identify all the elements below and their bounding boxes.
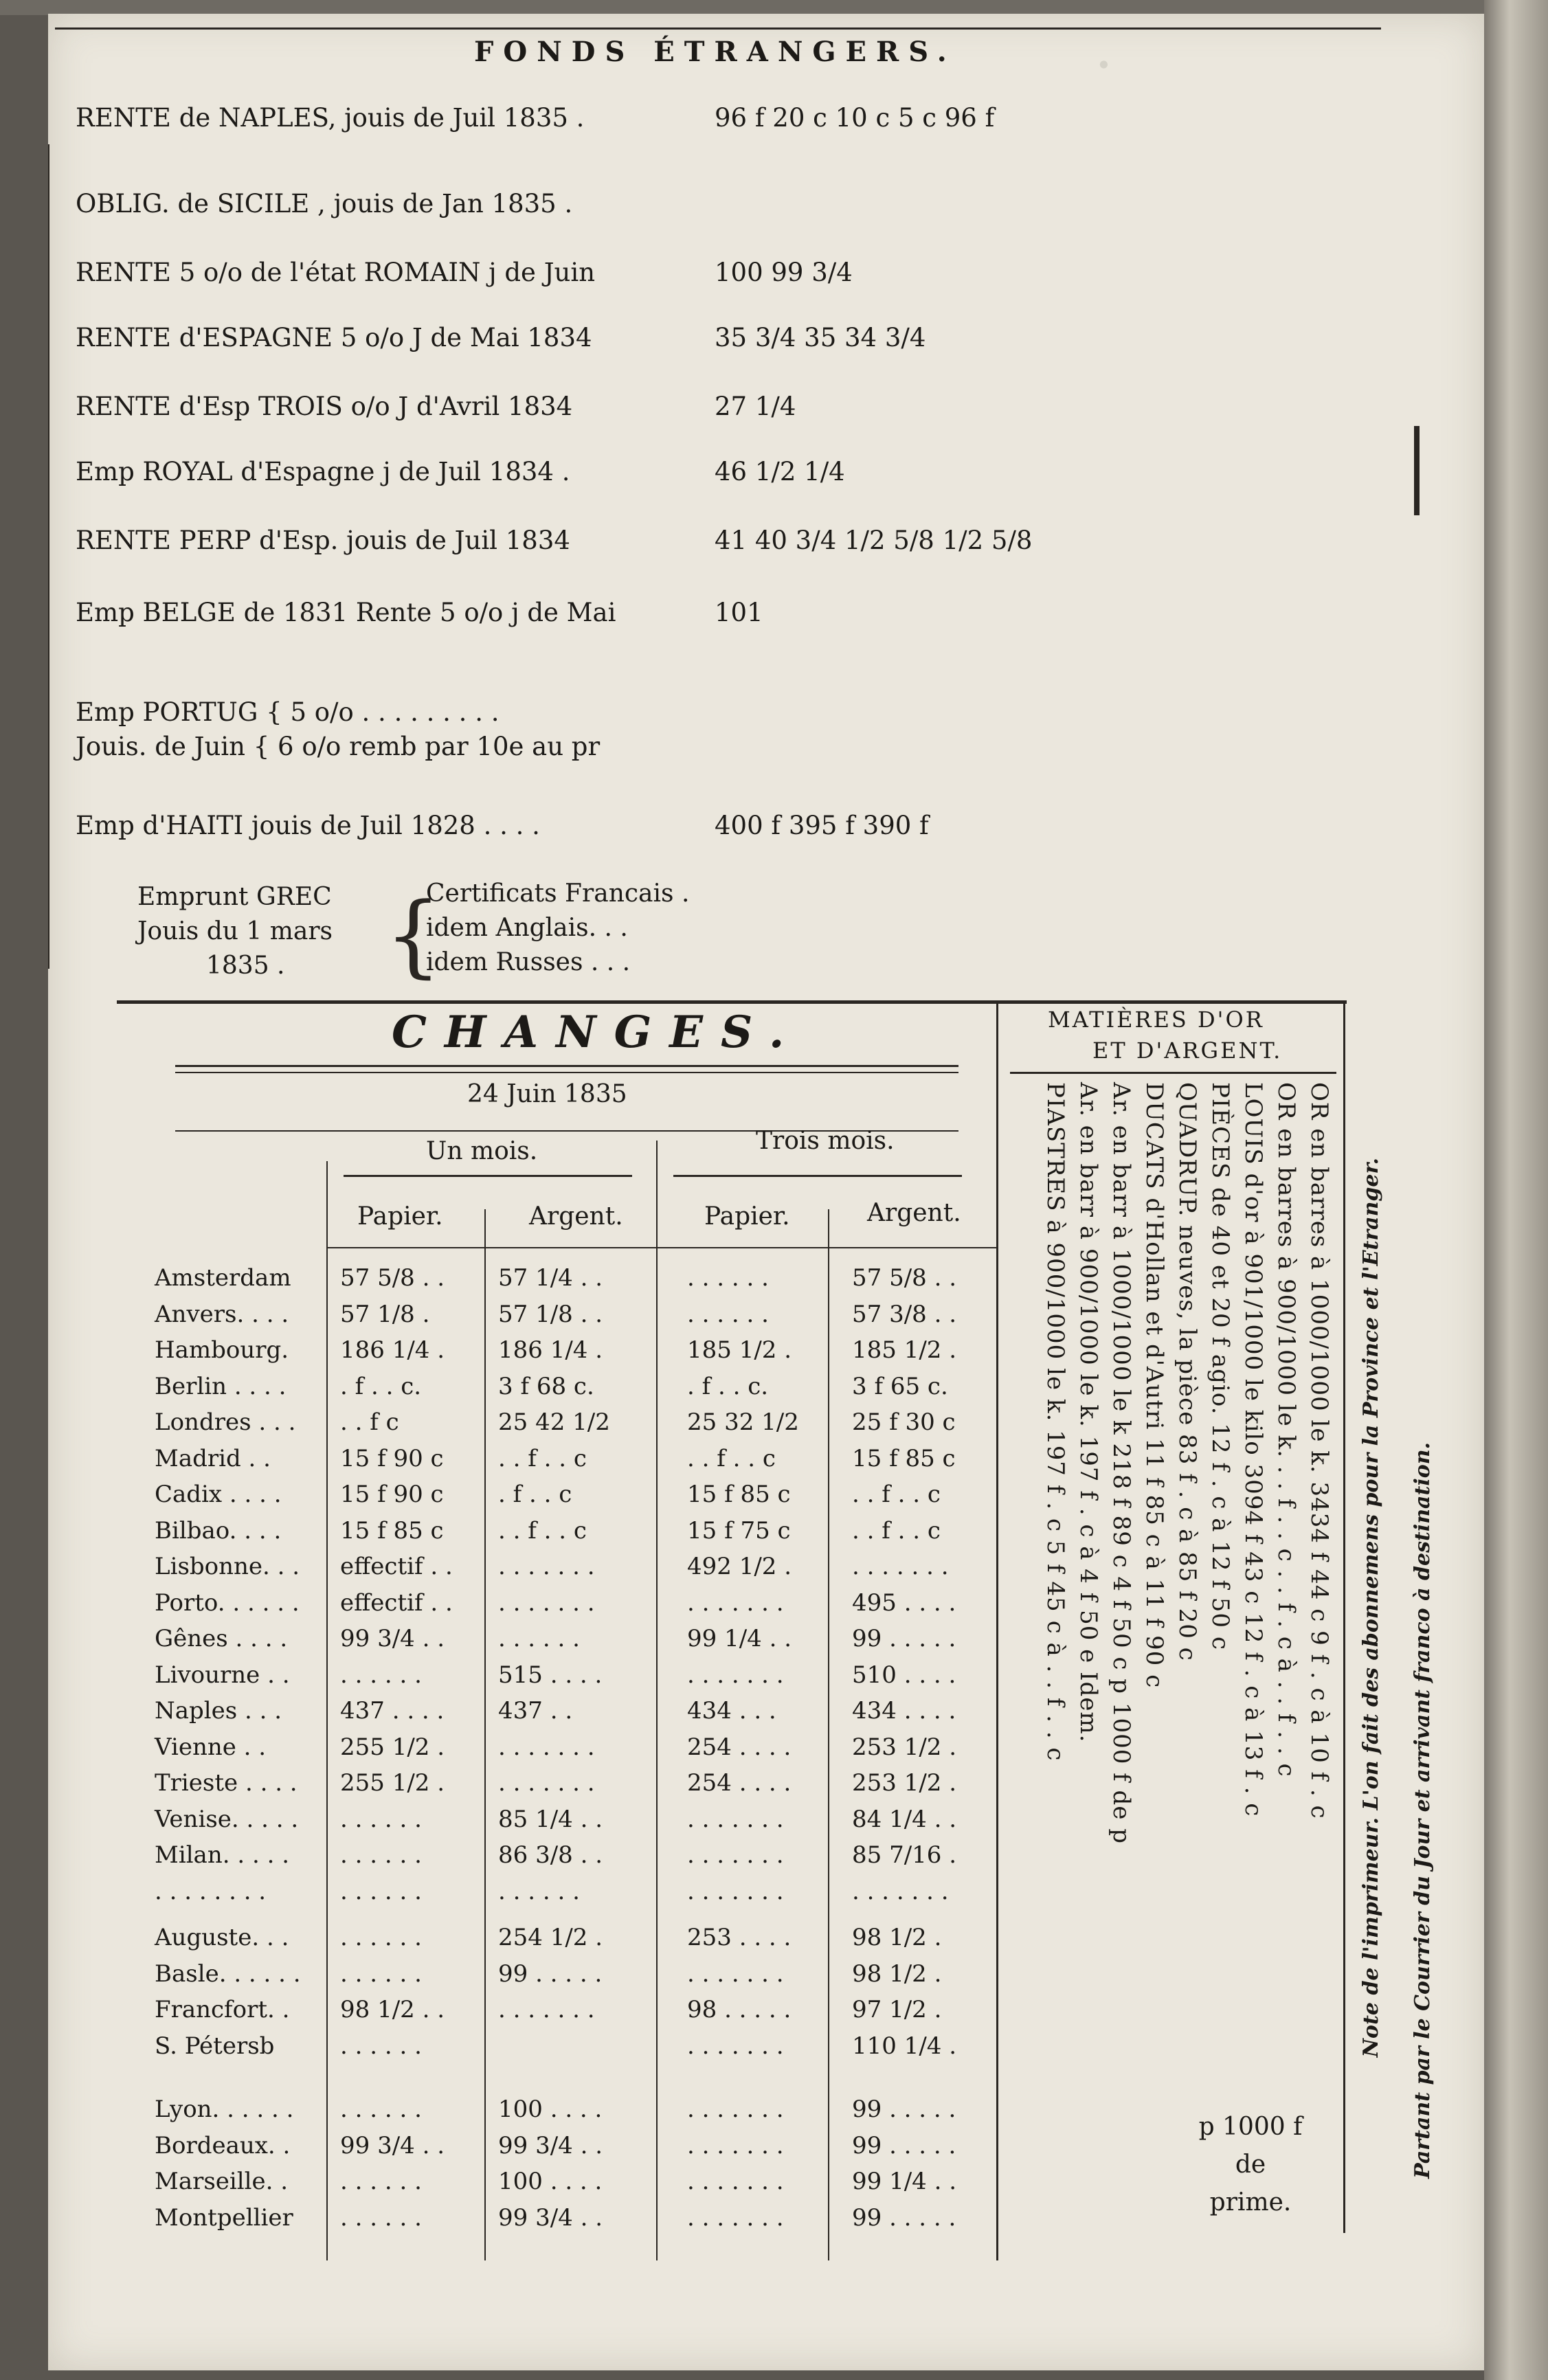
city-name: Londres . . . bbox=[155, 1408, 296, 1436]
rate-cell: . . . . . . bbox=[340, 1924, 422, 1951]
city-name: Hambourg. bbox=[155, 1336, 289, 1364]
rate-cell: . . . . . . . bbox=[687, 2203, 784, 2232]
city-name: Francfort. . bbox=[155, 1996, 290, 2023]
rate-cell: 15 f 90 c bbox=[340, 1444, 444, 1472]
changes-title: CHANGES. bbox=[392, 1007, 803, 1058]
rate-cell: . . . . . . bbox=[340, 2203, 422, 2232]
fonds-row-label: Emp ROYAL d'Espagne j de Juil 1834 . bbox=[76, 457, 570, 486]
rate-cell: 99 3/4 . . bbox=[340, 2131, 445, 2159]
rate-cell: . . f . . c bbox=[498, 1516, 587, 1545]
fonds-row-values: 41 40 3/4 1/2 5/8 1/2 5/8 bbox=[715, 526, 1033, 555]
city-name: . . . . . . . . bbox=[155, 1877, 267, 1905]
rate-cell: 434 . . . bbox=[687, 1697, 776, 1725]
rate-cell: . . f . . c bbox=[498, 1444, 587, 1472]
rate-cell: 185 1/2 . bbox=[687, 1336, 792, 1364]
city-name: Marseille. . bbox=[155, 2168, 289, 2195]
rate-cell: . . . . . . bbox=[340, 1661, 422, 1689]
rate-cell: . . . . . . bbox=[340, 2096, 422, 2123]
header-argent-1: Argent. bbox=[529, 1202, 623, 1231]
matieres-line-text: OR en barres à 1000/1000 le k. 3434 f 44 c 9 f . c à 10 f . c bbox=[1305, 1082, 1333, 1819]
rate-cell: 253 1/2 . bbox=[852, 1733, 957, 1761]
city-name: Bilbao. . . . bbox=[155, 1516, 282, 1545]
city-name: Livourne . . bbox=[155, 1661, 290, 1689]
rate-cell: 57 1/8 . . bbox=[498, 1300, 603, 1328]
rate-cell: 99 3/4 . . bbox=[340, 1625, 445, 1652]
rate-cell: 97 1/2 . bbox=[852, 1996, 942, 2023]
city-name: Berlin . . . . bbox=[155, 1372, 287, 1400]
fonds-row-label: RENTE de NAPLES, jouis de Juil 1835 . bbox=[76, 103, 585, 133]
rate-cell: 57 5/8 . . bbox=[340, 1264, 445, 1292]
fonds-title: FONDS ÉTRANGERS. bbox=[474, 36, 956, 68]
rate-cell: 25 32 1/2 bbox=[687, 1408, 799, 1436]
rate-cell: . . . . . . . bbox=[687, 1588, 784, 1617]
rate-cell: effectif . . bbox=[340, 1553, 453, 1580]
rate-cell: . . . . . . . bbox=[852, 1877, 949, 1905]
fonds-row bbox=[76, 526, 570, 555]
prime-line-2: de bbox=[1235, 2151, 1266, 2179]
top-rule bbox=[55, 27, 1381, 30]
city-name: Vienne . . bbox=[155, 1733, 267, 1761]
matieres-line-text: QUADRUP. neuves, la pièce 83 f . c à 85 f 20 c bbox=[1174, 1082, 1201, 1661]
fonds-row-values: 35 3/4 35 34 3/4 bbox=[715, 323, 926, 352]
scan-top-edge bbox=[0, 0, 1548, 15]
rate-cell: . . . . . . . bbox=[687, 1661, 784, 1689]
matieres-line bbox=[1035, 1082, 1076, 2106]
rate-cell: . . . . . . . bbox=[498, 1588, 595, 1617]
rate-cell: . . . . . . . bbox=[852, 1553, 949, 1580]
rate-cell: 254 . . . . bbox=[687, 1733, 792, 1761]
rate-cell: 255 1/2 . bbox=[340, 1733, 445, 1761]
rate-cell: . . . . . . . bbox=[498, 1996, 595, 2023]
fonds-row-values: 400 f 395 f 390 f bbox=[715, 811, 929, 840]
trois-mois-rule bbox=[673, 1175, 962, 1177]
fonds-row-values: 46 1/2 1/4 bbox=[715, 457, 845, 486]
rate-cell: 437 . . . . bbox=[340, 1697, 445, 1725]
city-name: Milan. . . . . bbox=[155, 1841, 289, 1869]
rate-cell: 57 3/8 . . bbox=[852, 1300, 957, 1328]
rate-cell: . . . . . . bbox=[340, 2032, 422, 2060]
rate-cell: . . . . . . bbox=[498, 1877, 580, 1905]
city-name: Bordeaux. . bbox=[155, 2131, 291, 2159]
matieres-title-2: ET D'ARGENT. bbox=[1092, 1037, 1283, 1064]
changes-date: 24 Juin 1835 bbox=[467, 1080, 627, 1108]
note-line-1: Note de l'imprimeur. L'on fait des abonnemens pour la Province et l'Etranger. bbox=[1358, 1158, 1383, 2058]
rate-cell: . . . . . . . bbox=[498, 1553, 595, 1580]
col-rule-1 bbox=[326, 1161, 328, 2260]
city-name: Auguste. . . bbox=[155, 1924, 289, 1951]
rate-cell: 57 5/8 . . bbox=[852, 1264, 957, 1292]
fonds-row bbox=[76, 103, 584, 133]
fonds-row bbox=[76, 697, 499, 727]
city-name: Porto. . . . . . bbox=[155, 1588, 300, 1617]
rate-cell: 15 f 85 c bbox=[852, 1444, 956, 1472]
fonds-left-rule bbox=[48, 144, 49, 969]
rate-cell: 15 f 90 c bbox=[340, 1481, 444, 1508]
rate-cell: . . . . . . bbox=[687, 1300, 769, 1328]
rate-cell: 15 f 85 c bbox=[687, 1481, 791, 1508]
rate-cell: . . . . . . . bbox=[687, 2168, 784, 2195]
rate-cell: . . . . . . bbox=[340, 1805, 422, 1833]
grec-right-line: idem Russes . . . bbox=[426, 948, 631, 976]
rate-cell: . f . . c. bbox=[687, 1372, 769, 1400]
rate-cell: 186 1/4 . bbox=[498, 1336, 603, 1364]
fonds-row-values: 100 99 3/4 bbox=[715, 258, 853, 287]
rate-cell: . f . . c bbox=[498, 1481, 572, 1508]
rate-cell: 110 1/4 . bbox=[852, 2032, 957, 2060]
rate-cell: 100 . . . . bbox=[498, 2168, 603, 2195]
note-col-1 bbox=[1350, 1031, 1391, 2185]
rate-cell: 57 1/8 . bbox=[340, 1300, 430, 1328]
rate-cell: . . . . . . . bbox=[687, 1841, 784, 1869]
fonds-row bbox=[76, 811, 540, 840]
rate-cell: 99 . . . . . bbox=[852, 2131, 956, 2159]
rate-cell: 99 3/4 . . bbox=[498, 2131, 603, 2159]
fonds-row bbox=[76, 598, 616, 627]
col-rule-3 bbox=[656, 1141, 658, 2260]
rate-cell: . . . . . . bbox=[687, 1264, 769, 1292]
rate-cell: 253 1/2 . bbox=[852, 1769, 957, 1797]
note-col-2 bbox=[1402, 1347, 1443, 2274]
rate-cell: 25 42 1/2 bbox=[498, 1408, 610, 1436]
header-papier-2: Papier. bbox=[704, 1202, 790, 1231]
prime-line-3: prime. bbox=[1209, 2188, 1292, 2216]
rate-cell: 57 1/4 . . bbox=[498, 1264, 603, 1292]
rate-cell: 25 f 30 c bbox=[852, 1408, 956, 1436]
rate-cell: 99 1/4 . . bbox=[687, 1625, 792, 1652]
city-name: Madrid . . bbox=[155, 1444, 271, 1472]
fonds-row bbox=[76, 392, 572, 421]
grec-left-line: Emprunt GREC bbox=[137, 883, 332, 911]
un-mois-rule bbox=[344, 1175, 632, 1177]
rate-cell: 84 1/4 . . bbox=[852, 1805, 957, 1833]
rate-cell: 254 . . . . bbox=[687, 1769, 792, 1797]
rate-cell: . . f . . c bbox=[852, 1516, 941, 1545]
rate-cell: . . . . . . . bbox=[687, 2032, 784, 2060]
fonds-row-label: Jouis. de Juin { 6 o/o remb par 10e au pr bbox=[76, 732, 601, 761]
rate-cell: 185 1/2 . bbox=[852, 1336, 957, 1364]
fonds-row bbox=[76, 457, 570, 486]
rate-cell: 98 1/2 . bbox=[852, 1924, 942, 1951]
rate-cell: . . f . . c bbox=[852, 1481, 941, 1508]
rate-cell: effectif . . bbox=[340, 1588, 453, 1617]
rate-cell: . . . . . . . bbox=[498, 1733, 595, 1761]
col-rule-5 bbox=[996, 1003, 998, 2260]
col-rule-2 bbox=[484, 1209, 486, 2260]
rate-cell: 98 . . . . . bbox=[687, 1996, 792, 2023]
rate-cell: 98 1/2 . . bbox=[340, 1996, 445, 2023]
matieres-line-text: PIASTRES à 900/1000 le k. 197 f . c 5 f 45 c à . . f . . c bbox=[1042, 1082, 1069, 1762]
matieres-title-1: MATIÈRES D'OR bbox=[1048, 1007, 1264, 1033]
rate-cell: 85 7/16 . bbox=[852, 1841, 957, 1869]
rate-cell: . . . . . . bbox=[340, 2168, 422, 2195]
rate-cell: 99 1/4 . . bbox=[852, 2168, 957, 2195]
rate-cell: 15 f 75 c bbox=[687, 1516, 791, 1545]
city-name: Amsterdam bbox=[155, 1264, 291, 1292]
fonds-row-label: Emp d'HAITI jouis de Juil 1828 . . . . bbox=[76, 811, 540, 840]
rate-cell: . . f . . c bbox=[687, 1444, 776, 1472]
rate-cell: 85 1/4 . . bbox=[498, 1805, 603, 1833]
fonds-row bbox=[76, 732, 600, 761]
fonds-row-label: RENTE d'Esp TROIS o/o J d'Avril 1834 bbox=[76, 392, 573, 421]
matieres-line-text: DUCATS d'Hollan et d'Autri 11 f 85 c à 11 f 90 c bbox=[1141, 1082, 1168, 1689]
rate-cell: . . . . . . . bbox=[687, 1877, 784, 1905]
fonds-row-values: 96 f 20 c 10 c 5 c 96 f bbox=[715, 103, 995, 133]
rate-cell: . . . . . . . bbox=[687, 1960, 784, 1988]
rate-cell: 254 1/2 . bbox=[498, 1924, 603, 1951]
rate-cell: . . . . . . bbox=[498, 1625, 580, 1652]
matieres-line-text: OR en barres à 900/1000 le k. . . f . . c . . f . c à . . f . . c bbox=[1272, 1082, 1300, 1777]
rate-cell: 99 . . . . . bbox=[498, 1960, 603, 1988]
rate-cell: . . . . . . . bbox=[498, 1769, 595, 1797]
rate-cell: 3 f 68 c. bbox=[498, 1372, 594, 1400]
rate-cell: 99 . . . . . bbox=[852, 2096, 956, 2123]
matieres-right-rule bbox=[1343, 1003, 1345, 2233]
rate-cell: 100 . . . . bbox=[498, 2096, 603, 2123]
rate-cell: 86 3/8 . . bbox=[498, 1841, 603, 1869]
fonds-row bbox=[76, 323, 592, 352]
group-un-mois: Un mois. bbox=[426, 1137, 538, 1165]
rate-cell: 15 f 85 c bbox=[340, 1516, 444, 1545]
fonds-row-values: 27 1/4 bbox=[715, 392, 796, 421]
fonds-row-label: Emp PORTUG { 5 o/o . . . . . . . . . bbox=[76, 697, 500, 727]
city-name: Montpellier bbox=[155, 2203, 293, 2232]
city-name: Basle. . . . . . bbox=[155, 1960, 301, 1988]
rate-cell: . . . . . . bbox=[340, 1877, 422, 1905]
margin-mark bbox=[1414, 426, 1420, 515]
rate-cell: . . f c bbox=[340, 1408, 399, 1436]
prime-line-1: p 1000 f bbox=[1198, 2113, 1303, 2141]
city-name: S. Pétersb bbox=[155, 2032, 275, 2060]
changes-rule-1 bbox=[175, 1065, 958, 1067]
fonds-row-label: RENTE PERP d'Esp. jouis de Juil 1834 bbox=[76, 526, 570, 555]
changes-rule-2 bbox=[175, 1072, 958, 1073]
rate-cell: 434 . . . . bbox=[852, 1697, 956, 1725]
matieres-line-text: LOUIS d'or à 901/1000 le kilo 3094 f 43 c 12 f . c à 13 f . c bbox=[1239, 1082, 1267, 1817]
matieres-rule bbox=[1010, 1072, 1336, 1074]
fonds-row-values: 101 bbox=[715, 598, 763, 627]
matieres-line-text: Ar. en barr à 900/1000 le k. 197 f . c à 4 f 50 e Idem. bbox=[1075, 1082, 1102, 1743]
bleed-through: · bbox=[1092, 41, 1111, 89]
rate-cell: 99 . . . . . bbox=[852, 2203, 956, 2232]
fonds-row-label: OBLIG. de SICILE , jouis de Jan 1835 . bbox=[76, 189, 573, 218]
rate-cell: 3 f 65 c. bbox=[852, 1372, 948, 1400]
fonds-row bbox=[76, 258, 595, 287]
rate-cell: 255 1/2 . bbox=[340, 1769, 445, 1797]
rate-cell: . . . . . . . bbox=[687, 2096, 784, 2123]
grec-left-line: 1835 . bbox=[206, 952, 285, 980]
city-name: Cadix . . . . bbox=[155, 1481, 282, 1508]
rate-cell: 437 . . bbox=[498, 1697, 573, 1725]
rate-cell: 515 . . . . bbox=[498, 1661, 603, 1689]
fonds-row-label: RENTE d'ESPAGNE 5 o/o J de Mai 1834 bbox=[76, 323, 592, 352]
rate-cell: . f . . c. bbox=[340, 1372, 422, 1400]
city-name: Gênes . . . . bbox=[155, 1625, 288, 1652]
rate-cell: 253 . . . . bbox=[687, 1924, 792, 1951]
rate-cell: . . . . . . . bbox=[687, 2131, 784, 2159]
rate-cell: 186 1/4 . bbox=[340, 1336, 445, 1364]
rate-cell: 510 . . . . bbox=[852, 1661, 956, 1689]
city-name: Anvers. . . . bbox=[155, 1300, 289, 1328]
grec-right-line: idem Anglais. . . bbox=[426, 914, 628, 942]
grec-left-line: Jouis du 1 mars bbox=[137, 917, 333, 945]
rate-cell: . . . . . . bbox=[340, 1960, 422, 1988]
city-name: Naples . . . bbox=[155, 1697, 282, 1725]
section-rule bbox=[117, 1000, 1347, 1004]
header-papier-1: Papier. bbox=[357, 1202, 443, 1231]
city-name: Trieste . . . . bbox=[155, 1769, 298, 1797]
city-name: Venise. . . . . bbox=[155, 1805, 299, 1833]
city-name: Lisbonne. . . bbox=[155, 1553, 300, 1580]
matieres-line-text: Ar. en barr à 1000/1000 le k 218 f 89 c 4 f 50 c p 1000 f de p bbox=[1108, 1082, 1135, 1844]
header-argent-2: Argent. bbox=[867, 1199, 961, 1227]
fonds-row bbox=[76, 189, 572, 218]
note-line-2: Partant par le Courrier du Jour et arrivant franco à destination. bbox=[1410, 1442, 1435, 2179]
rate-cell: 495 . . . . bbox=[852, 1588, 956, 1617]
fonds-row-label: RENTE 5 o/o de l'état ROMAIN j de Juin bbox=[76, 258, 596, 287]
col-rule-4 bbox=[828, 1209, 829, 2260]
grec-right-line: Certificats Francais . bbox=[426, 879, 690, 908]
rate-cell: 98 1/2 . bbox=[852, 1960, 942, 1988]
group-trois-mois: Trois mois. bbox=[756, 1127, 895, 1155]
fonds-row-label: Emp BELGE de 1831 Rente 5 o/o j de Mai bbox=[76, 598, 616, 627]
scan-right-edge bbox=[1484, 0, 1548, 2380]
rate-cell: . . . . . . . bbox=[687, 1805, 784, 1833]
brace-symbol: { bbox=[385, 883, 442, 987]
city-name: Lyon. . . . . . bbox=[155, 2096, 294, 2123]
rate-cell: 99 3/4 . . bbox=[498, 2203, 603, 2232]
rate-cell: 99 . . . . . bbox=[852, 1625, 956, 1652]
column-header-rule bbox=[326, 1247, 996, 1248]
matieres-line-text: PIÈCES de 40 et 20 f agio. 12 f . c à 12 f 50 c bbox=[1207, 1082, 1234, 1650]
rate-cell: . . . . . . bbox=[340, 1841, 422, 1869]
rate-cell: 492 1/2 . bbox=[687, 1553, 792, 1580]
